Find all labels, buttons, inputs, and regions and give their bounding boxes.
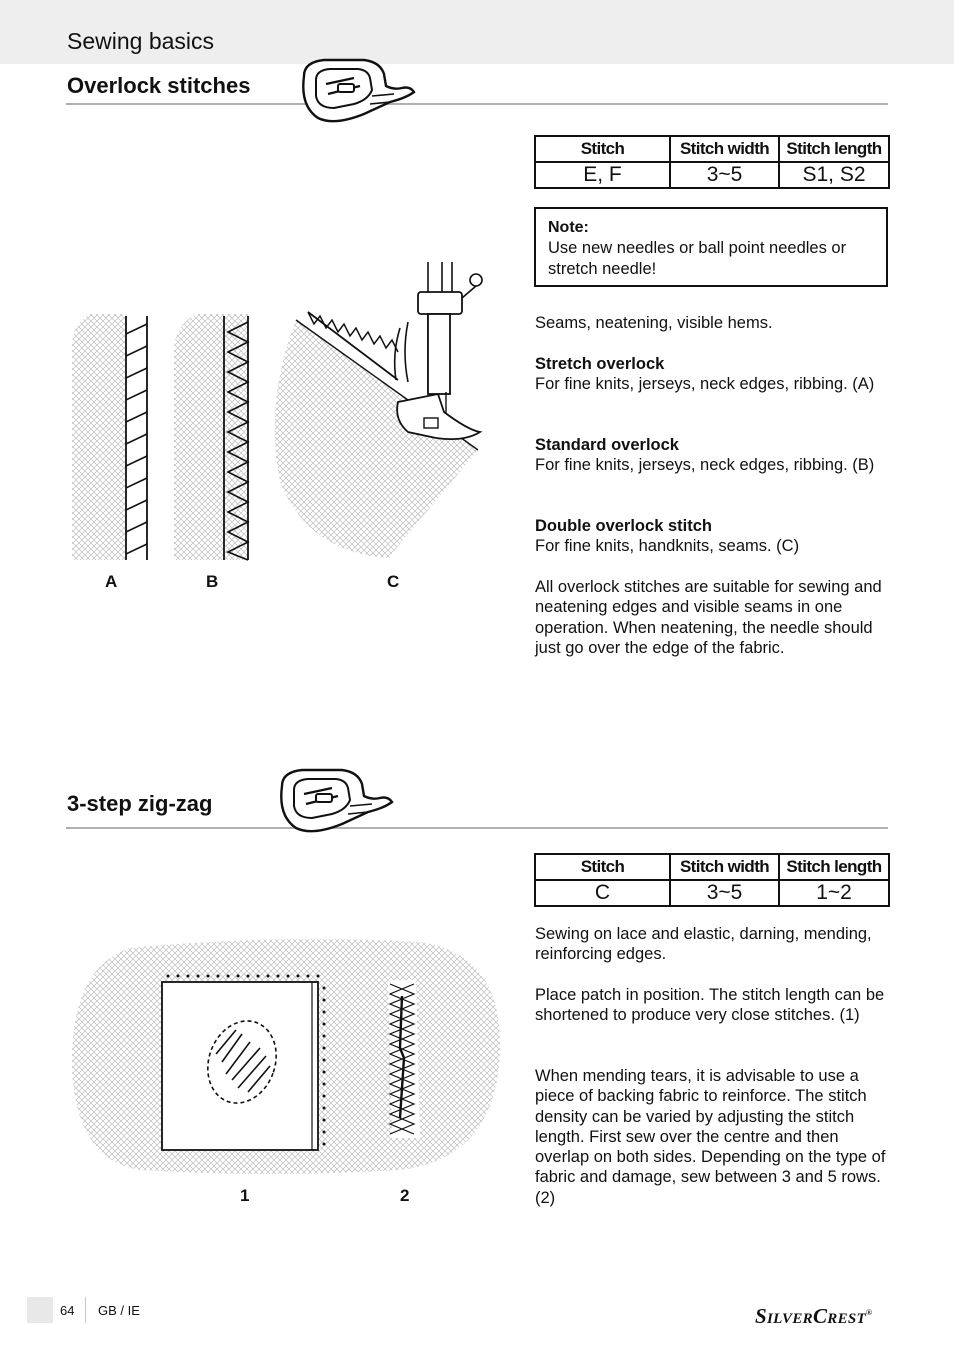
table-cell-stitch-length: S1, S2 (779, 162, 889, 188)
presser-foot-icon (294, 56, 418, 132)
zigzag-paragraph-patch: Place patch in position. The stitch length can be shortened to produce very close stitches. (1) (535, 986, 885, 1025)
note-text: Use new needles or ball point needles or stretch needle! (548, 239, 847, 278)
brand-logo (755, 1304, 872, 1329)
overlock-item-text: For fine knits, handknits, seams. (C) (535, 537, 800, 556)
overlock-item-heading: Standard overlock (535, 436, 679, 454)
zigzag-section-title: 3-step zig-zag (67, 791, 213, 816)
overlock-section-title: Overlock stitches (67, 73, 251, 98)
table-header-stitch-width: Stitch width (670, 854, 779, 880)
brand-small: ILVER (766, 1311, 813, 1327)
table-cell-stitch-length: 1~2 (779, 880, 889, 906)
note-title: Note: (548, 219, 589, 236)
brand-letter: C (812, 1304, 828, 1328)
figure-label-c: C (387, 572, 400, 591)
table-header-stitch-length: Stitch length (779, 854, 889, 880)
zigzag-paragraph-mending: When mending tears, it is advisable to use a piece of backing fabric to reinforce. The stitch density can be varied by adjusting the stitch length. First sew over the centre and then overlap on both sides. Depending on the type of fabric and damage, sew between 3 and 5 rows. (2) (535, 1067, 886, 1207)
table-cell-stitch-width: 3~5 (670, 880, 779, 906)
figure-label-b: B (206, 572, 219, 591)
overlock-intro: Seams, neatening, visible hems. (535, 314, 773, 332)
registered-mark: ® (865, 1308, 873, 1317)
figure-a-stretch-overlock (70, 312, 152, 562)
table-header-stitch-length: Stitch length (779, 136, 889, 162)
figure-c-double-overlock (268, 262, 500, 562)
table-header-stitch: Stitch (535, 136, 670, 162)
figure-label-a: A (105, 572, 118, 591)
overlock-settings-table (534, 135, 890, 189)
figure-label-2: 2 (400, 1186, 410, 1205)
overlock-item-double (535, 516, 891, 557)
overlock-item-heading: Stretch overlock (535, 355, 665, 373)
table-header-stitch-width: Stitch width (670, 136, 779, 162)
table-cell-stitch: E, F (535, 162, 670, 188)
overlock-item-text: For fine knits, jerseys, neck edges, ribbing. (B) (535, 456, 875, 475)
footer-page-box (27, 1297, 53, 1323)
overlock-item-standard (535, 435, 891, 476)
overlock-item-stretch (535, 354, 891, 395)
brand-letter: S (755, 1304, 767, 1328)
table-cell-stitch: C (535, 880, 670, 906)
page-number: 64 (60, 1303, 75, 1318)
figure-label-1: 1 (240, 1186, 250, 1205)
figure-zigzag-patch-and-mending (70, 938, 502, 1176)
overlock-item-text: For fine knits, jerseys, neck edges, ribbing. (A) (535, 375, 875, 394)
brand-small: REST (827, 1311, 866, 1327)
overlock-section-rule (66, 103, 888, 105)
table-header-stitch: Stitch (535, 854, 670, 880)
page-header-title: Sewing basics (67, 28, 215, 54)
footer-locale: GB / IE (98, 1303, 140, 1318)
overlock-item-heading: Double overlock stitch (535, 517, 712, 535)
overlock-closing-text: All overlock stitches are suitable for sewing and neatening edges and visible seams in one operation. When neatening, the needle should just go over the edge of the fabric. (535, 578, 882, 657)
presser-foot-icon (272, 766, 396, 842)
footer-separator (85, 1297, 86, 1323)
zigzag-section-rule (66, 827, 888, 829)
zigzag-settings-table (534, 853, 890, 907)
table-cell-stitch-width: 3~5 (670, 162, 779, 188)
zigzag-paragraph-uses: Sewing on lace and elastic, darning, mending, reinforcing edges. (535, 925, 872, 964)
figure-b-standard-overlock (172, 312, 252, 562)
note-box (534, 207, 888, 287)
